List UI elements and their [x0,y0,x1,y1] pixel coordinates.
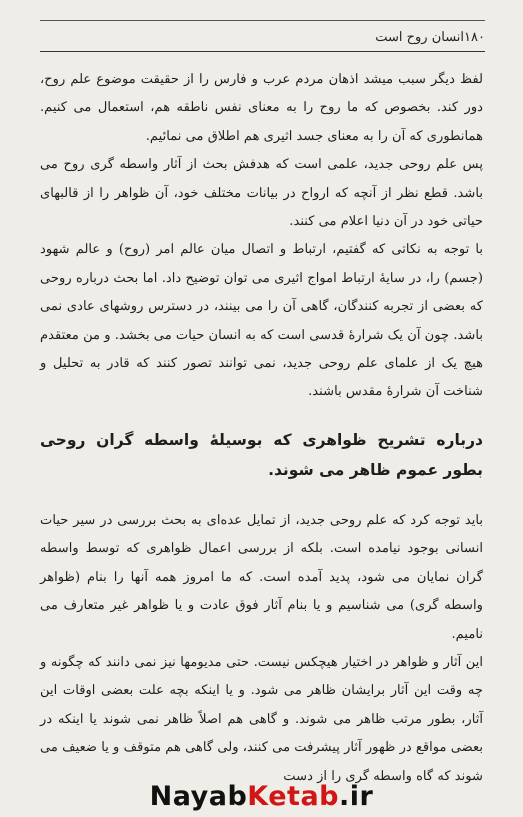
watermark-part-2: Ketab [247,781,340,812]
watermark-part-3: .ir [339,781,374,812]
paragraph-1: لفظ دیگر سبب میشد اذهان مردم عرب و فارس را از حقیقت موضوع علم روح، دور کند. بخصوص که ما روح را به معنای نفس ناطقه هم، استعمال می کنیم. همانطوری که آن را به معنای جسد اثیری هم اطلاق می نمائیم. [40,72,483,144]
section-heading: درباره تشریح ظواهری که بوسیلهٔ واسطه گران روحی بطور عموم ظاهر می شوند. [40,430,483,479]
watermark-part-1: Nayab [149,781,248,812]
paragraph-3: با توجه به نکاتی که گفتیم، ارتباط و اتصال میان عالم امر (روح) و عالم شهود (جسم) را، در سایهٔ ارتباط امواج اثیری می توان توضیح داد. اما بحث درباره روحی که بعضی از تجربه کنندگان، گاهی آن را می بینند، در دسترس روشهای عادی نمی باشد. چون آن یک شرارهٔ قدسی است که به انسان حیات می بخشد. و من معتقدم هیچ یک از علمای علم روحی جدید، نمی توانند تصور کنند که قادر به تحلیل و شناخت آن شرارهٔ مقدس باشند. [40,242,483,400]
paragraph-4: باید توجه کرد که علم روحی جدید، از تمایل عده‌ای به بحث بررسی در سیر حیات انسانی بوجود نیامده است. بلکه از بررسی اعمال ظواهری که توسط واسطه گران نمایان می شود، پدید آمده است. که ما امروز همه آنها را بنام (ظواهر واسطه گری) می شناسیم و یا بنام آثار فوق عادت و یا ظواهر غیر متعارف می نامیم. [40,512,483,642]
header-rule-top [40,20,485,21]
paragraph-5: این آثار و ظواهر در اختیار هیچکس نیست. حتی مدیومها نیز نمی دانند که چگونه و چه وقت این آثار برایشان ظاهر می شود. و یا اینکه بچه علت بعضی اوقات این آثار، بطور مرتب ظاهر می شوند. و گاهی هم اصلاً ظاهر نمی شوند یا اینکه در بعضی مواقع در ظهور آثار پیشرفت می کنند، ولی گاهی هم متوقف و یا ضعیف می شوند که گاه واسطه گری را از دست [40,654,483,784]
page-body [40,66,483,791]
header-rule-bottom [40,51,485,52]
site-watermark [0,781,523,815]
page-header [40,20,485,54]
running-head: ۱۸۰انسان روح است [375,30,485,45]
paragraph-2: پس علم روحی جدید، علمی است که هدفش بحث از آثار واسطه گری روح می باشد. قطع نظر از آنچه که ارواح در بیانات مختلف خود، آن ظواهر را از قالبهای حیاتی خود در آن دنیا اعلام می کنند. [40,157,483,230]
